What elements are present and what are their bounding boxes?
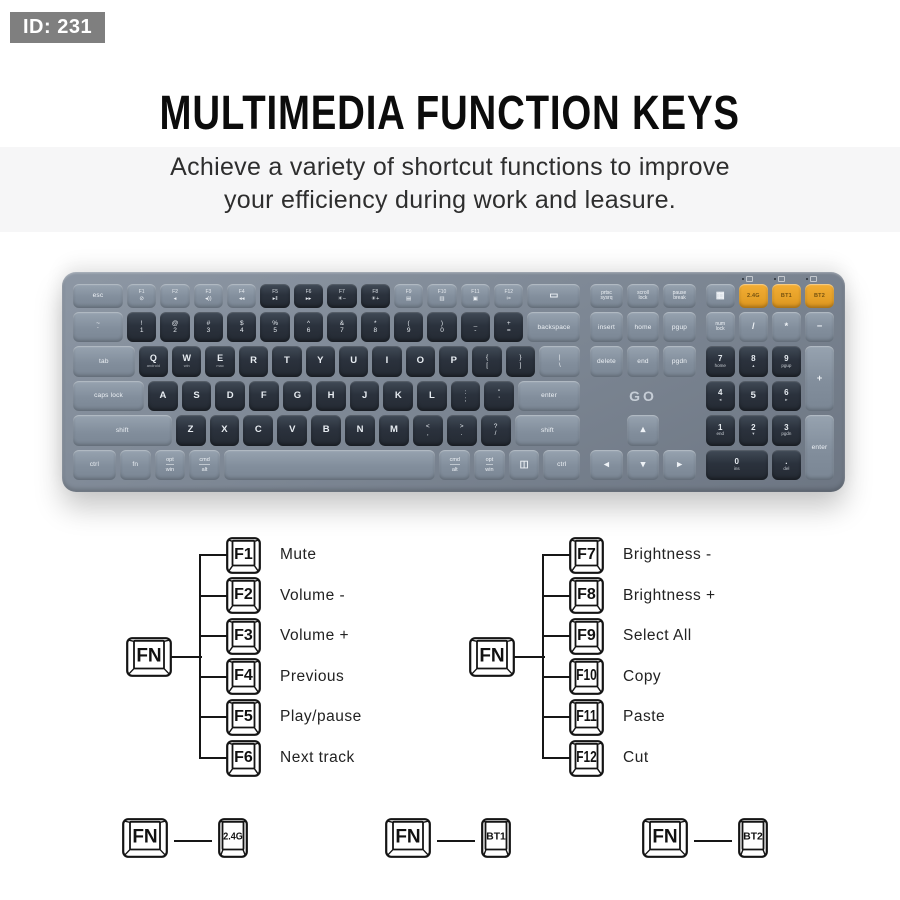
f9-key-select-all-icon: F9 ▤ [394, 284, 423, 308]
space-key [224, 450, 436, 480]
key-p: P [439, 346, 468, 376]
key-z: Z [176, 415, 206, 445]
fn-keycap [469, 637, 515, 682]
key-u: U [339, 346, 368, 376]
pause-break-key: pause break [663, 284, 695, 308]
action-label: Cut [623, 749, 649, 766]
key-end: 1 end [706, 415, 735, 445]
key-6: ^ 6 [294, 312, 323, 342]
bt1-indicator-icon [778, 276, 785, 282]
svg-text:F1: F1 [234, 545, 253, 563]
svg-text:F5: F5 [234, 707, 253, 725]
action-label: Brightness + [623, 586, 716, 604]
action-label: Mute [280, 546, 317, 563]
branch-line [200, 595, 228, 597]
key-symbol: < , [413, 415, 443, 445]
key-j: J [350, 381, 380, 411]
page-title: MULTIMEDIA FUNCTION KEYS [159, 87, 741, 140]
keyboard-row-1 [73, 312, 580, 342]
f2-key-volume-down-icon: F2 ◂ [160, 284, 189, 308]
subtitle-line-1: Achieve a variety of shortcut functions to improve [170, 153, 730, 181]
key-mac: E mac [205, 346, 234, 376]
key-android: Q android [139, 346, 168, 376]
f12-key-cut-icon: F12 ✂ [494, 284, 523, 308]
right-cmd-alt-key: cmd alt [439, 450, 470, 480]
action-label: Volume - [280, 586, 346, 604]
24g-keycap [218, 818, 248, 863]
f3-key-volume-up-icon: F3 ◂)) [194, 284, 223, 308]
nav-row-1 [590, 312, 695, 342]
branch-line [543, 595, 571, 597]
combo-group-24g [122, 818, 248, 863]
action-label: Volume + [280, 627, 350, 645]
action-label: Next track [280, 749, 355, 766]
right-opt-win-key: opt win [474, 450, 505, 480]
display-mode-key: ▭ [527, 284, 580, 308]
fn-connector-line [170, 656, 202, 658]
f3-keycap [226, 618, 261, 660]
f11-key-paste-icon: F11 ▣ [461, 284, 490, 308]
fn-keycap [642, 818, 688, 863]
key-1: ! 1 [127, 312, 156, 342]
fn-keycap [122, 818, 168, 863]
nav-row-0 [590, 284, 695, 308]
key-n: N [345, 415, 375, 445]
branch-line [543, 554, 571, 556]
key-8: 8 ▴ [739, 346, 768, 376]
key-i: I [372, 346, 401, 376]
key-o: O [406, 346, 435, 376]
branch-spine-line [542, 554, 544, 759]
key-2: @ 2 [160, 312, 189, 342]
end-key: end [627, 346, 659, 376]
action-label: Previous [280, 667, 345, 685]
key-5: 5 [739, 381, 768, 411]
print-screen-key: prtsc sysrq [590, 284, 622, 308]
key-7: & 7 [327, 312, 356, 342]
key-symbol: ? / [481, 415, 511, 445]
key-a: A [148, 381, 178, 411]
branch-line [200, 635, 228, 637]
keyboard-row-0 [73, 284, 580, 308]
key-d: D [215, 381, 245, 411]
key-home: 7 home [706, 346, 735, 376]
svg-text:F2: F2 [234, 586, 253, 604]
key-9: ( 9 [394, 312, 423, 342]
keyboard-numpad-block [706, 284, 834, 480]
key-symbol: > . [447, 415, 477, 445]
left-arrow-key: ◂ [590, 450, 622, 480]
svg-text:F8: F8 [577, 586, 596, 604]
svg-text:FN: FN [132, 826, 158, 848]
svg-text:F6: F6 [234, 748, 253, 766]
svg-text:F4: F4 [234, 667, 253, 685]
svg-text:FN: FN [652, 826, 678, 848]
branch-line [200, 757, 228, 759]
tab-key: tab [73, 346, 135, 376]
f7-key-brightness-down-icon: F7 ☀− [327, 284, 356, 308]
fn-diagram-left [112, 528, 442, 790]
keyboard-row-5 [73, 450, 580, 480]
branch-line [200, 554, 228, 556]
key-0: ) 0 [427, 312, 456, 342]
page-subtitle [0, 151, 900, 217]
key-v: V [277, 415, 307, 445]
bt2-indicator-icon [810, 276, 817, 282]
key-ins: 0 ins [706, 450, 768, 480]
up-arrow-key: ▴ [627, 415, 659, 445]
right-ctrl-key: ctrl [543, 450, 580, 480]
key-symbol: { [ [472, 346, 501, 376]
scroll-lock-key: scroll lock [627, 284, 659, 308]
f6-keycap [226, 740, 261, 782]
key-2: 2 ▾ [739, 415, 768, 445]
keyboard-row-4 [73, 415, 580, 445]
bluetooth-1-key: BT1 [772, 284, 801, 308]
f10-keycap [569, 658, 604, 700]
key-symbol: _ - [461, 312, 490, 342]
numpad-multiply-key: * [772, 312, 801, 342]
svg-text:F11: F11 [576, 707, 597, 725]
calculator-key: ▦ [706, 284, 735, 308]
key-y: Y [306, 346, 335, 376]
branch-line [200, 716, 228, 718]
keyboard-row-2 [73, 346, 580, 376]
key-6: 6 ▸ [772, 381, 801, 411]
svg-text:FN: FN [395, 826, 421, 848]
keyboard-row-3 [73, 381, 580, 411]
branch-line [543, 635, 571, 637]
keyboard-nav-block [590, 284, 695, 480]
f9-keycap [569, 618, 604, 660]
key-f: F [249, 381, 279, 411]
f6-key-next-track-icon: F6 ▸▸ [294, 284, 323, 308]
numpad-plus-key: + [805, 346, 834, 411]
f5-keycap [226, 699, 261, 741]
keyboard-image [62, 272, 845, 492]
svg-text:FN: FN [136, 644, 162, 666]
bt2-keycap [738, 818, 768, 863]
key-3: # 3 [194, 312, 223, 342]
svg-text:F12: F12 [576, 748, 597, 766]
combo-group-bt2 [642, 818, 768, 863]
fn-connector-line [513, 656, 545, 658]
f10-key-copy-icon: F10 ▥ [427, 284, 456, 308]
key-g: G [283, 381, 313, 411]
f2-keycap [226, 577, 261, 619]
key-4: 4 ◂ [706, 381, 735, 411]
esc-key: esc [73, 284, 123, 308]
key-8: * 8 [361, 312, 390, 342]
f8-key-brightness-up-icon: F8 ☀+ [361, 284, 390, 308]
f1-key-mute-icon: F1 ⊘ [127, 284, 156, 308]
f1-keycap [226, 537, 261, 579]
key-l: L [417, 381, 447, 411]
f8-keycap [569, 577, 604, 619]
insert-key: insert [590, 312, 622, 342]
branch-spine-line [199, 554, 201, 759]
branch-line [543, 676, 571, 678]
wireless-2-4g-key: 2.4G [739, 284, 768, 308]
numpad-divide-key: / [739, 312, 768, 342]
key-win: W win [172, 346, 201, 376]
key-symbol: + = [494, 312, 523, 342]
branch-line [543, 716, 571, 718]
right-shift-key: shift [515, 415, 581, 445]
f4-keycap [226, 658, 261, 700]
svg-text:2.4G: 2.4G [223, 830, 243, 843]
key-h: H [316, 381, 346, 411]
numpad-minus-key: − [805, 312, 834, 342]
key-m: M [379, 415, 409, 445]
action-label: Paste [623, 708, 666, 726]
left-cmd-alt-key: cmd alt [189, 450, 220, 480]
down-arrow-key: ▾ [627, 450, 659, 480]
key-pgup: 9 pgup [772, 346, 801, 376]
subtitle-line-2: your efficiency during work and leasure. [223, 186, 677, 214]
id-badge: ID: 231 [10, 12, 105, 43]
key-x: X [210, 415, 240, 445]
arrow-keys-row [590, 450, 695, 480]
f12-keycap [569, 740, 604, 782]
bt1-keycap [481, 818, 511, 863]
numpad-enter-key: enter [805, 415, 834, 480]
svg-text:BT2: BT2 [743, 830, 763, 843]
key-4: $ 4 [227, 312, 256, 342]
svg-text:F3: F3 [234, 626, 253, 644]
left-ctrl-key: ctrl [73, 450, 116, 480]
title-wrap [0, 86, 900, 141]
key-symbol: " ' [484, 381, 514, 411]
caps-lock-key: caps lock [73, 381, 144, 411]
key-symbol: : ; [451, 381, 481, 411]
f5-key-play-pause-icon: F5 ▸‖ [260, 284, 289, 308]
home-key: home [627, 312, 659, 342]
wireless-2-4g-indicator-icon [746, 276, 753, 282]
fn-key: fn [120, 450, 151, 480]
action-label: Copy [623, 667, 662, 685]
delete-key: delete [590, 346, 622, 376]
key-del: . del [772, 450, 801, 480]
svg-text:BT1: BT1 [486, 830, 506, 843]
branch-line [200, 676, 228, 678]
menu-key: ◫ [509, 450, 540, 480]
nav-row-2 [590, 346, 695, 376]
action-label: Play/pause [280, 708, 362, 726]
key-r: R [239, 346, 268, 376]
f4-key-previous-icon: F4 ◂◂ [227, 284, 256, 308]
keyboard-main-block [73, 284, 580, 480]
key-b: B [311, 415, 341, 445]
action-label: Select All [623, 627, 692, 645]
combo-line [694, 840, 732, 842]
svg-text:F9: F9 [577, 626, 596, 644]
action-label: Brightness - [623, 546, 712, 563]
brand-logo: GO [629, 388, 657, 405]
svg-text:F7: F7 [577, 545, 596, 563]
svg-text:F10: F10 [576, 667, 597, 685]
enter-key: enter [518, 381, 580, 411]
key-t: T [272, 346, 301, 376]
fn-keycap [126, 637, 172, 682]
num-lock-key: num lock [706, 312, 735, 342]
key-s: S [182, 381, 212, 411]
page-down-key: pgdn [663, 346, 695, 376]
backslash-key: | \ [539, 346, 580, 376]
combo-group-bt1 [385, 818, 511, 863]
fn-diagram-right [455, 528, 785, 790]
bluetooth-2-key: BT2 [805, 284, 834, 308]
key-5: % 5 [260, 312, 289, 342]
backtick-key: ~ ` [73, 312, 123, 342]
combo-line [174, 840, 212, 842]
svg-text:FN: FN [479, 644, 505, 666]
fn-keycap [385, 818, 431, 863]
key-pgdn: 3 pgdn [772, 415, 801, 445]
right-arrow-key: ▸ [663, 450, 695, 480]
combo-line [437, 840, 475, 842]
left-opt-win-key: opt win [155, 450, 186, 480]
left-shift-key: shift [73, 415, 172, 445]
f11-keycap [569, 699, 604, 741]
key-c: C [243, 415, 273, 445]
arrow-up-row [590, 415, 695, 445]
page-up-key: pgup [663, 312, 695, 342]
key-symbol: } ] [506, 346, 535, 376]
key-k: K [383, 381, 413, 411]
branch-line [543, 757, 571, 759]
backspace-key: backspace [527, 312, 580, 342]
f7-keycap [569, 537, 604, 579]
